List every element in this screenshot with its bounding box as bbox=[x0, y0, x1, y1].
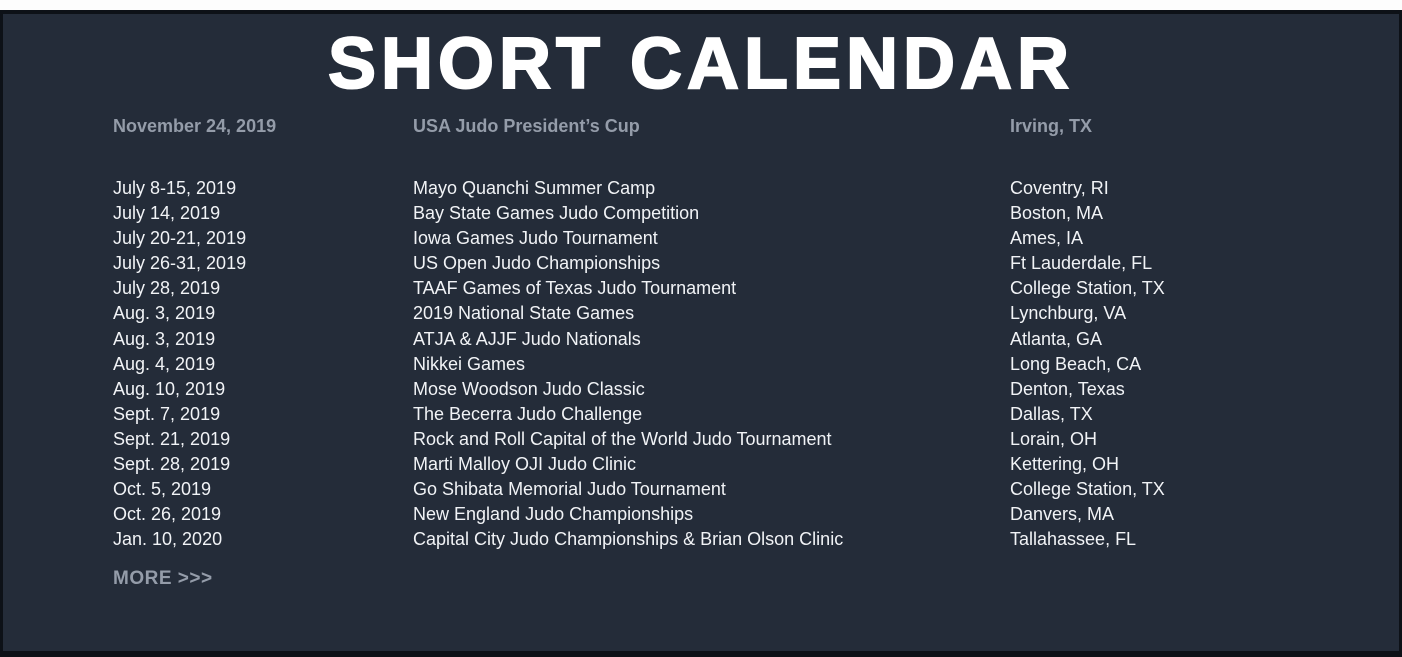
event-location: Tallahassee, FL bbox=[1010, 529, 1137, 550]
event-location: Boston, MA bbox=[1010, 203, 1104, 224]
event-date: Aug. 3, 2019 bbox=[113, 303, 216, 324]
event-row bbox=[113, 176, 1379, 201]
event-name: US Open Judo Championships bbox=[413, 253, 661, 274]
event-date: Aug. 4, 2019 bbox=[113, 353, 216, 374]
event-location: Denton, Texas bbox=[1010, 378, 1125, 399]
event-row bbox=[113, 502, 1379, 527]
event-date: July 26-31, 2019 bbox=[113, 253, 247, 274]
event-date: Aug. 10, 2019 bbox=[113, 378, 226, 399]
top-strip bbox=[0, 0, 1402, 10]
event-date: July 8-15, 2019 bbox=[113, 178, 237, 198]
event-date: July 14, 2019 bbox=[113, 203, 221, 224]
event-date: Jan. 10, 2020 bbox=[113, 529, 223, 550]
calendar-content bbox=[3, 114, 1399, 590]
event-row bbox=[113, 452, 1379, 477]
event-row bbox=[113, 527, 1379, 552]
event-row bbox=[113, 377, 1379, 402]
event-name: TAAF Games of Texas Judo Tournament bbox=[413, 278, 737, 299]
event-row bbox=[113, 477, 1379, 502]
event-row bbox=[113, 276, 1379, 301]
event-name: Mayo Quanchi Summer Camp bbox=[413, 178, 656, 198]
event-list bbox=[113, 176, 1379, 552]
event-location: Lynchburg, VA bbox=[1010, 303, 1127, 324]
event-row bbox=[113, 327, 1379, 352]
event-date: July 28, 2019 bbox=[113, 278, 221, 299]
featured-event-name: USA Judo President’s Cup bbox=[413, 116, 640, 136]
featured-event-location: Irving, TX bbox=[1010, 116, 1093, 136]
event-name: Nikkei Games bbox=[413, 353, 526, 374]
event-location: Dallas, TX bbox=[1010, 403, 1093, 424]
event-name: ATJA & AJJF Judo Nationals bbox=[413, 328, 641, 349]
event-row bbox=[113, 402, 1379, 427]
event-name: The Becerra Judo Challenge bbox=[413, 403, 643, 424]
event-row bbox=[113, 201, 1379, 226]
event-name: Go Shibata Memorial Judo Tournament bbox=[413, 479, 726, 500]
event-location: Ft Lauderdale, FL bbox=[1010, 253, 1153, 274]
event-location: Long Beach, CA bbox=[1010, 353, 1142, 374]
event-name: Mose Woodson Judo Classic bbox=[413, 378, 645, 399]
event-date: Sept. 28, 2019 bbox=[113, 454, 231, 475]
event-name: Iowa Games Judo Tournament bbox=[413, 228, 658, 249]
event-name: New England Judo Championships bbox=[413, 504, 694, 525]
featured-event-date: November 24, 2019 bbox=[113, 116, 277, 136]
event-location: Lorain, OH bbox=[1010, 428, 1098, 449]
event-location: Atlanta, GA bbox=[1010, 328, 1103, 349]
featured-event-row bbox=[113, 114, 1379, 139]
event-name: Capital City Judo Championships & Brian Olson Clinic bbox=[413, 529, 844, 550]
event-row bbox=[113, 301, 1379, 326]
event-location: College Station, TX bbox=[1010, 479, 1165, 500]
event-date: Aug. 3, 2019 bbox=[113, 328, 216, 349]
more-link[interactable]: MORE >>> bbox=[113, 568, 213, 590]
event-location: Kettering, OH bbox=[1010, 454, 1120, 475]
event-date: Sept. 7, 2019 bbox=[113, 403, 221, 424]
event-location: Ames, IA bbox=[1010, 228, 1084, 249]
page-title: SHORT CALENDAR bbox=[328, 24, 1074, 104]
event-date: Oct. 26, 2019 bbox=[113, 504, 222, 525]
event-location: Coventry, RI bbox=[1010, 178, 1109, 198]
event-location: Danvers, MA bbox=[1010, 504, 1115, 525]
event-name: Rock and Roll Capital of the World Judo Tournament bbox=[413, 428, 832, 449]
event-name: 2019 National State Games bbox=[413, 303, 635, 324]
event-name: Marti Malloy OJI Judo Clinic bbox=[413, 454, 637, 475]
event-row bbox=[113, 352, 1379, 377]
event-name: Bay State Games Judo Competition bbox=[413, 203, 700, 224]
event-date: Sept. 21, 2019 bbox=[113, 428, 231, 449]
event-row bbox=[113, 226, 1379, 251]
calendar-panel bbox=[0, 10, 1402, 657]
event-location: College Station, TX bbox=[1010, 278, 1165, 299]
event-row bbox=[113, 427, 1379, 452]
event-date: Oct. 5, 2019 bbox=[113, 479, 212, 500]
event-row bbox=[113, 251, 1379, 276]
event-date: July 20-21, 2019 bbox=[113, 228, 247, 249]
